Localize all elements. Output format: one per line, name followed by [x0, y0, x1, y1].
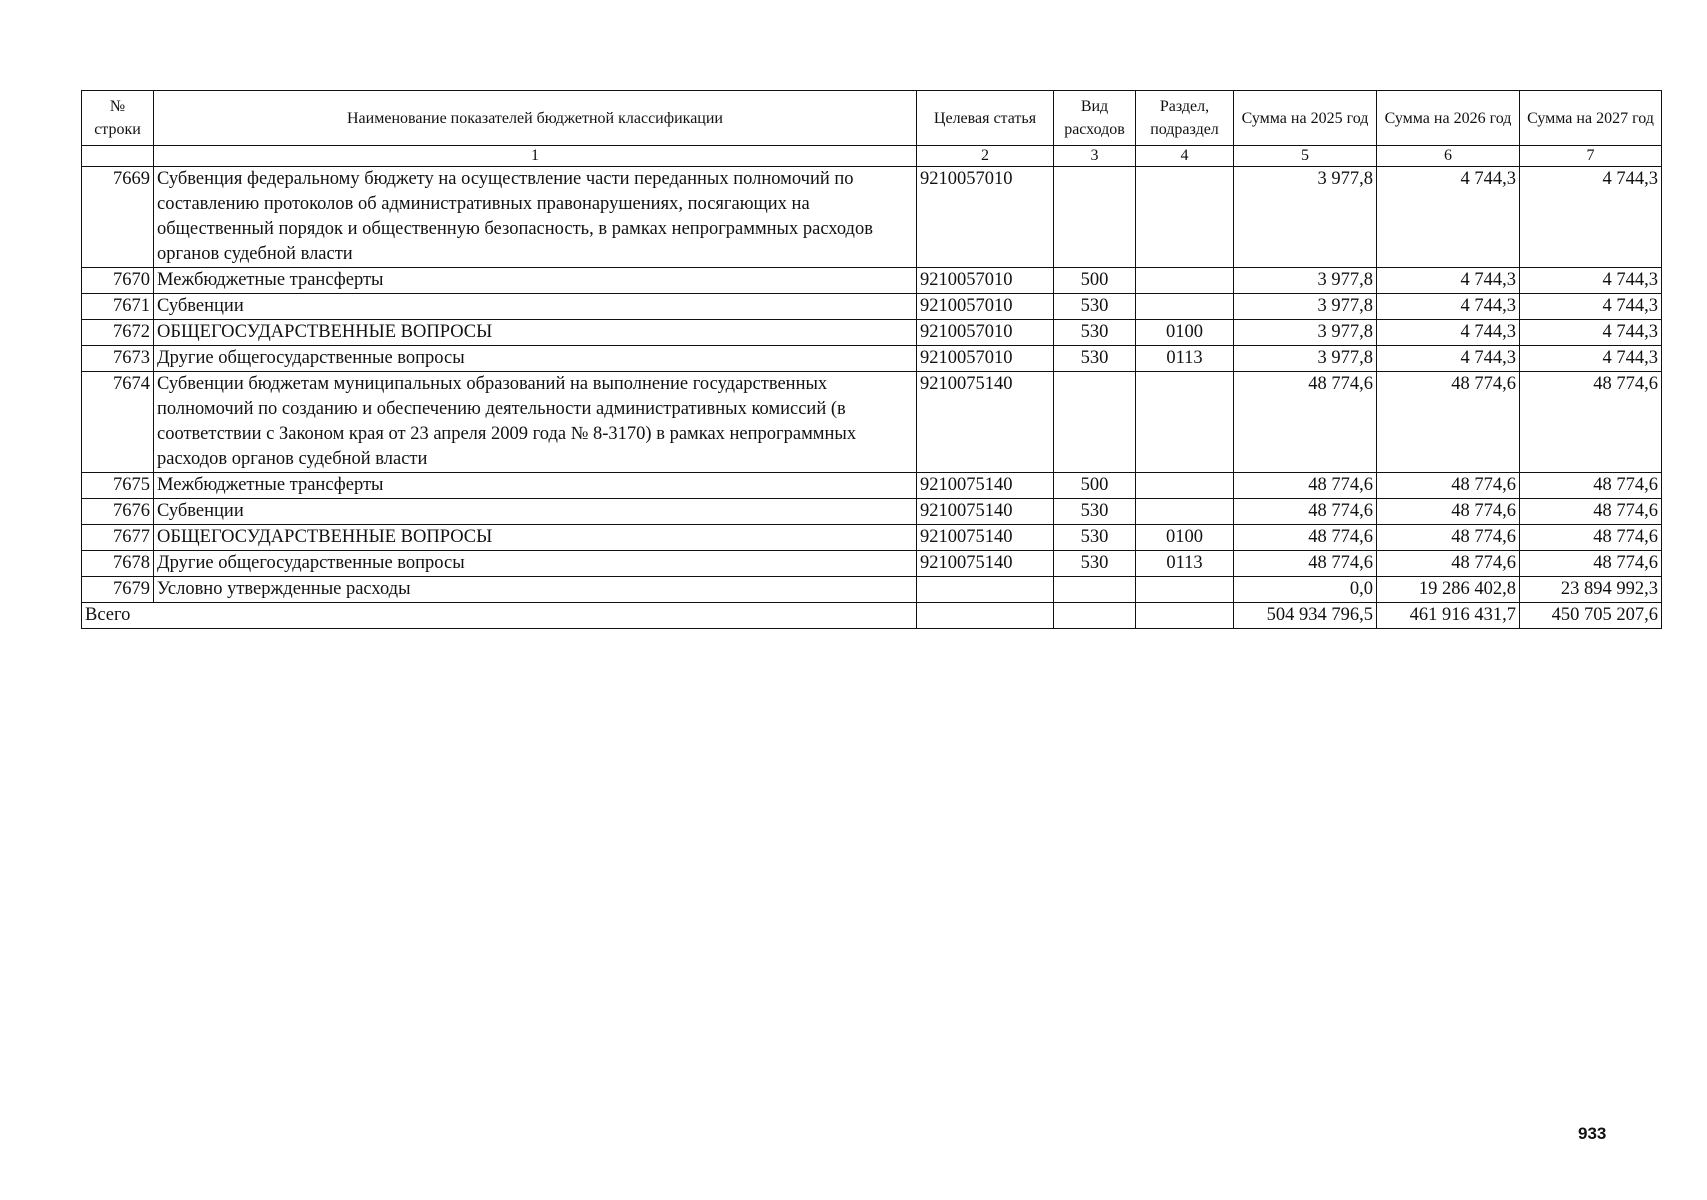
- empty-cell: [917, 603, 1054, 629]
- sum-2026: 4 744,3: [1377, 294, 1520, 320]
- indicator-name: Субвенции: [154, 499, 917, 525]
- sum-2025: 3 977,8: [1234, 167, 1377, 268]
- sum-2027: 4 744,3: [1520, 294, 1662, 320]
- indicator-name: Другие общегосударственные вопросы: [154, 551, 917, 577]
- sum-2025: 48 774,6: [1234, 499, 1377, 525]
- indicator-name: Условно утвержденные расходы: [154, 577, 917, 603]
- sum-2027: 48 774,6: [1520, 372, 1662, 473]
- indicator-name: Другие общегосударственные вопросы: [154, 346, 917, 372]
- target-article: 9210075140: [917, 473, 1054, 499]
- sum-2027: 4 744,3: [1520, 268, 1662, 294]
- column-number: 5: [1234, 146, 1377, 167]
- column-number: [82, 146, 154, 167]
- empty-cell: [1136, 603, 1234, 629]
- indicator-name: ОБЩЕГОСУДАРСТВЕННЫЕ ВОПРОСЫ: [154, 525, 917, 551]
- column-number: 3: [1054, 146, 1136, 167]
- expense-type: 500: [1054, 268, 1136, 294]
- sum-2026: 4 744,3: [1377, 346, 1520, 372]
- section-code: [1136, 268, 1234, 294]
- header-row-number: № строки: [82, 91, 154, 146]
- sum-2025: 3 977,8: [1234, 294, 1377, 320]
- header-sum-2027: Сумма на 2027 год: [1520, 91, 1662, 146]
- header-sum-2025: Сумма на 2025 год: [1234, 91, 1377, 146]
- target-article: 9210057010: [917, 167, 1054, 268]
- column-number: 4: [1136, 146, 1234, 167]
- indicator-name: Межбюджетные трансферты: [154, 473, 917, 499]
- table-row: [82, 346, 1662, 372]
- section-code: 0100: [1136, 320, 1234, 346]
- column-number: 7: [1520, 146, 1662, 167]
- sum-2027: 4 744,3: [1520, 346, 1662, 372]
- column-number: 1: [154, 146, 917, 167]
- indicator-name: ОБЩЕГОСУДАРСТВЕННЫЕ ВОПРОСЫ: [154, 320, 917, 346]
- row-number: 7675: [82, 473, 154, 499]
- sum-2027: 48 774,6: [1520, 473, 1662, 499]
- sum-2025: 48 774,6: [1234, 372, 1377, 473]
- table-row: [82, 577, 1662, 603]
- empty-cell: [1054, 603, 1136, 629]
- indicator-name: Межбюджетные трансферты: [154, 268, 917, 294]
- expense-type: 530: [1054, 551, 1136, 577]
- expense-type: [1054, 167, 1136, 268]
- section-code: [1136, 473, 1234, 499]
- sum-2025: 48 774,6: [1234, 473, 1377, 499]
- target-article: 9210057010: [917, 320, 1054, 346]
- row-number: 7671: [82, 294, 154, 320]
- section-code: 0100: [1136, 525, 1234, 551]
- section-code: 0113: [1136, 346, 1234, 372]
- column-number-row: [82, 146, 1662, 167]
- total-label: Всего: [82, 603, 917, 629]
- row-number: 7676: [82, 499, 154, 525]
- target-article: 9210057010: [917, 268, 1054, 294]
- sum-2027: 48 774,6: [1520, 499, 1662, 525]
- table-row: [82, 268, 1662, 294]
- indicator-name: Субвенции: [154, 294, 917, 320]
- table-row: [82, 294, 1662, 320]
- sum-2025: 3 977,8: [1234, 268, 1377, 294]
- expense-type: 530: [1054, 320, 1136, 346]
- table-row: [82, 372, 1662, 473]
- target-article: 9210075140: [917, 525, 1054, 551]
- expense-type: 530: [1054, 346, 1136, 372]
- sum-2027: 4 744,3: [1520, 167, 1662, 268]
- budget-table: [81, 90, 1662, 629]
- sum-2026: 4 744,3: [1377, 320, 1520, 346]
- section-code: [1136, 372, 1234, 473]
- expense-type: [1054, 372, 1136, 473]
- section-code: 0113: [1136, 551, 1234, 577]
- expense-type: [1054, 577, 1136, 603]
- row-number: 7674: [82, 372, 154, 473]
- sum-2026: 48 774,6: [1377, 499, 1520, 525]
- sum-2025: 0,0: [1234, 577, 1377, 603]
- sum-2026: 4 744,3: [1377, 268, 1520, 294]
- header-indicator-name: Наименование показателей бюджетной классификации: [154, 91, 917, 146]
- sum-2025: 3 977,8: [1234, 346, 1377, 372]
- section-code: [1136, 499, 1234, 525]
- total-sum-2027: 450 705 207,6: [1520, 603, 1662, 629]
- target-article: [917, 577, 1054, 603]
- total-sum-2025: 504 934 796,5: [1234, 603, 1377, 629]
- sum-2026: 48 774,6: [1377, 473, 1520, 499]
- indicator-name: Субвенция федеральному бюджету на осуществление части переданных полномочий по составлению протоколов об административных правонарушениях, посягающих на общественный порядок и общественную безопасность, в рамках непрограммных расходов органов судебной власти: [154, 167, 917, 268]
- sum-2025: 3 977,8: [1234, 320, 1377, 346]
- row-number: 7678: [82, 551, 154, 577]
- target-article: 9210075140: [917, 372, 1054, 473]
- sum-2027: 4 744,3: [1520, 320, 1662, 346]
- sum-2027: 23 894 992,3: [1520, 577, 1662, 603]
- section-code: [1136, 577, 1234, 603]
- row-number: 7677: [82, 525, 154, 551]
- sum-2025: 48 774,6: [1234, 551, 1377, 577]
- total-row: [82, 603, 1662, 629]
- table-row: [82, 499, 1662, 525]
- sum-2026: 48 774,6: [1377, 372, 1520, 473]
- expense-type: 500: [1054, 473, 1136, 499]
- row-number: 7672: [82, 320, 154, 346]
- table-row: [82, 525, 1662, 551]
- section-code: [1136, 167, 1234, 268]
- sum-2026: 4 744,3: [1377, 167, 1520, 268]
- sum-2026: 19 286 402,8: [1377, 577, 1520, 603]
- column-number: 6: [1377, 146, 1520, 167]
- expense-type: 530: [1054, 294, 1136, 320]
- sum-2027: 48 774,6: [1520, 525, 1662, 551]
- target-article: 9210057010: [917, 294, 1054, 320]
- sum-2025: 48 774,6: [1234, 525, 1377, 551]
- target-article: 9210057010: [917, 346, 1054, 372]
- column-number: 2: [917, 146, 1054, 167]
- expense-type: 530: [1054, 499, 1136, 525]
- sum-2027: 48 774,6: [1520, 551, 1662, 577]
- row-number: 7669: [82, 167, 154, 268]
- total-sum-2026: 461 916 431,7: [1377, 603, 1520, 629]
- sum-2026: 48 774,6: [1377, 525, 1520, 551]
- section-code: [1136, 294, 1234, 320]
- target-article: 9210075140: [917, 551, 1054, 577]
- table-row: [82, 320, 1662, 346]
- indicator-name: Субвенции бюджетам муниципальных образований на выполнение государственных полномочий по созданию и обеспечению деятельности административных комиссий (в соответствии с Законом края от 23 апреля 2009 года № 8-3170) в рамках непрограммных расходов органов судебной власти: [154, 372, 917, 473]
- header-row: [82, 91, 1662, 146]
- table-row: [82, 167, 1662, 268]
- expense-type: 530: [1054, 525, 1136, 551]
- page-number: 933: [1578, 1124, 1607, 1143]
- sum-2026: 48 774,6: [1377, 551, 1520, 577]
- header-sum-2026: Сумма на 2026 год: [1377, 91, 1520, 146]
- row-number: 7670: [82, 268, 154, 294]
- row-number: 7679: [82, 577, 154, 603]
- header-section: Раздел, подраздел: [1136, 91, 1234, 146]
- target-article: 9210075140: [917, 499, 1054, 525]
- table-row: [82, 473, 1662, 499]
- header-target-article: Целевая статья: [917, 91, 1054, 146]
- header-expense-type: Вид расходов: [1054, 91, 1136, 146]
- table-row: [82, 551, 1662, 577]
- row-number: 7673: [82, 346, 154, 372]
